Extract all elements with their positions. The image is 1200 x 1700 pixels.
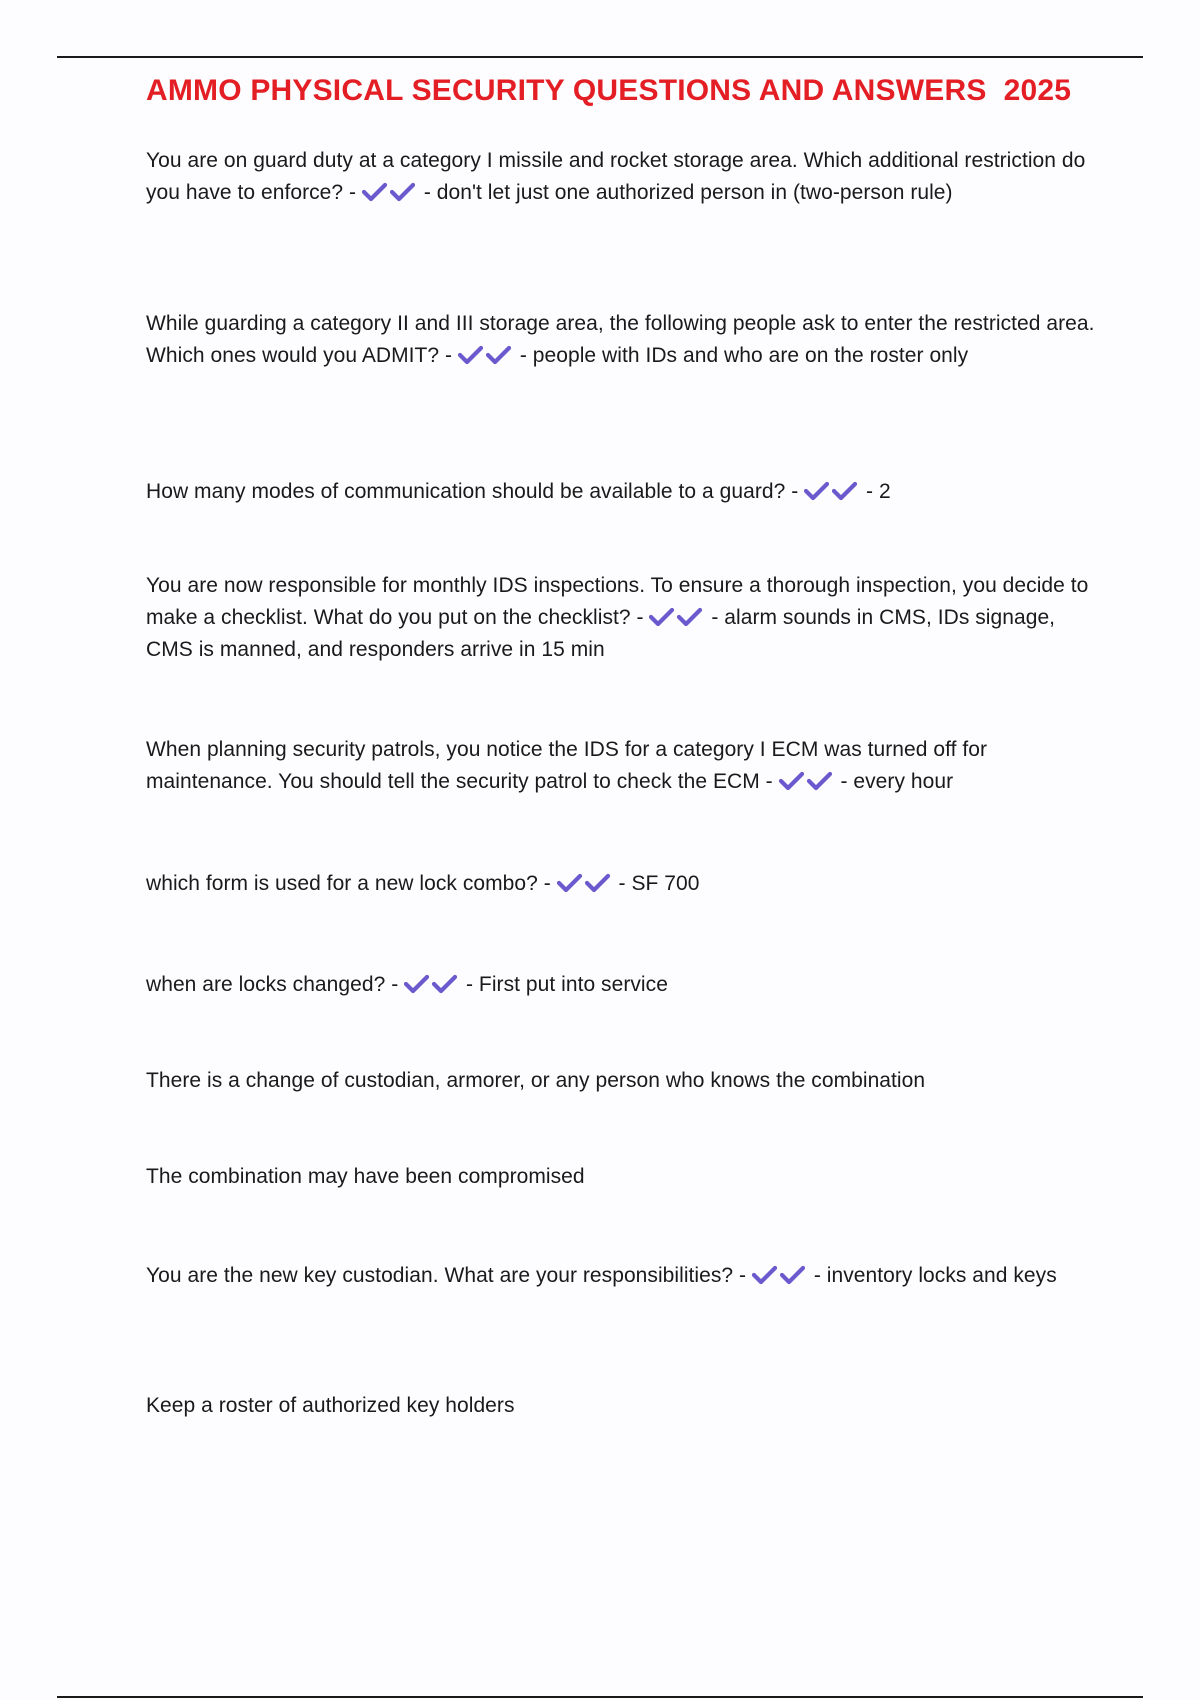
check-icon	[458, 344, 486, 366]
page-title: AMMO PHYSICAL SECURITY QUESTIONS AND ANSWERS 2025	[146, 74, 1072, 107]
question-text: While guarding a category II and III storage area, the following people ask to enter the restricted area. Which ones would you ADMIT? -	[146, 312, 1095, 367]
check-icon	[677, 606, 705, 628]
check-icon	[362, 181, 390, 203]
answer-text: - First put into service	[460, 973, 668, 996]
question-text: When planning security patrols, you notice the IDS for a category I ECM was turned off for maintenance. You should tell the security patrol to check the ECM -	[146, 738, 988, 793]
top-rule	[57, 56, 1143, 58]
check-icon	[557, 872, 585, 894]
answer-text: - 2	[860, 480, 891, 503]
answer-text: - inventory locks and keys	[807, 1264, 1057, 1287]
answer-continuation: Keep a roster of authorized key holders	[146, 1394, 515, 1417]
question-text: You are now responsible for monthly IDS inspections. To ensure a thorough inspection, you decide to make a checklist. What do you put on the checklist? -	[146, 574, 1089, 629]
bottom-rule	[57, 1696, 1143, 1698]
answer-text: - alarm sounds in CMS, IDs signage, CMS is manned, and responders arrive in 15 min	[146, 606, 1056, 661]
qa-item-3	[146, 476, 1096, 508]
check-icon	[807, 770, 835, 792]
check-icon	[804, 480, 832, 502]
qa-item-8	[146, 1260, 1096, 1292]
question-text: when are locks changed? -	[146, 973, 405, 996]
answer-text: - every hour	[834, 770, 954, 793]
qa-item-6	[146, 868, 1096, 900]
answer-text: - people with IDs and who are on the roster only	[513, 344, 969, 367]
check-icon	[779, 770, 807, 792]
check-icon	[585, 872, 613, 894]
qa-item-5	[146, 734, 1096, 798]
qa-item-2	[146, 308, 1096, 372]
qa-item-7	[146, 969, 1096, 1001]
check-icon	[780, 1264, 808, 1286]
qa-item-4	[146, 570, 1096, 666]
qa-item-1	[146, 145, 1096, 209]
answer-continuation: There is a change of custodian, armorer, or any person who knows the combination	[146, 1069, 926, 1092]
check-icon	[404, 973, 432, 995]
check-icon	[752, 1264, 780, 1286]
question-text: How many modes of communication should be available to a guard? -	[146, 480, 805, 503]
check-icon	[390, 181, 418, 203]
question-text: You are on guard duty at a category I missile and rocket storage area. Which additional restriction do you have to enforce? -	[146, 149, 1086, 204]
answer-text: - don't let just one authorized person in (two-person rule)	[417, 181, 953, 204]
question-text: You are the new key custodian. What are your responsibilities? -	[146, 1264, 752, 1287]
check-icon	[832, 480, 860, 502]
check-icon	[486, 344, 514, 366]
check-icon	[649, 606, 677, 628]
check-icon	[432, 973, 460, 995]
answer-continuation: The combination may have been compromised	[146, 1165, 585, 1188]
answer-text: - SF 700	[612, 872, 700, 895]
question-text: which form is used for a new lock combo? -	[146, 872, 557, 895]
